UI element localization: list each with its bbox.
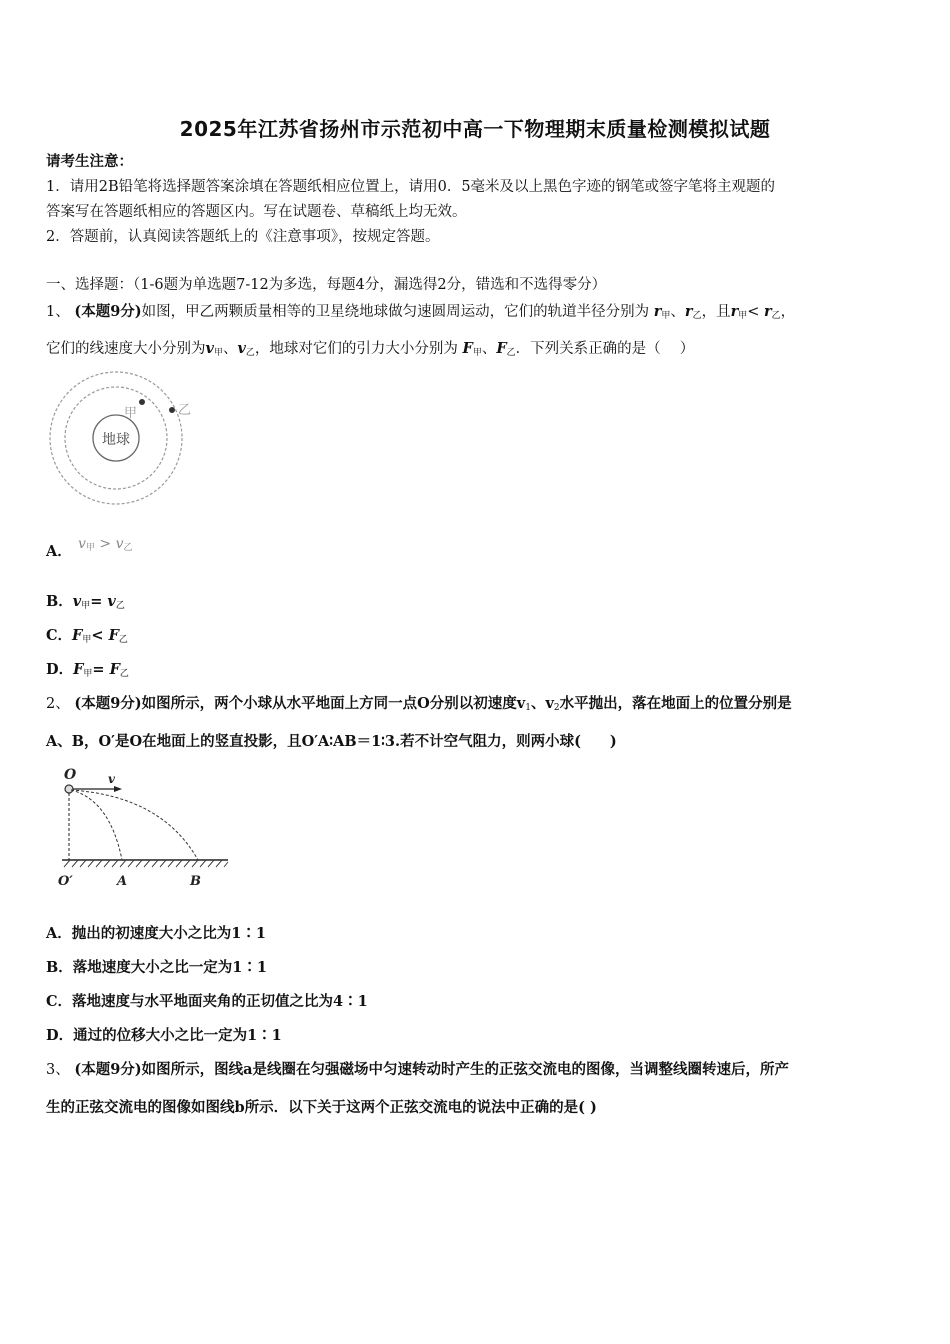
q1-c-sym-F: F <box>72 627 83 644</box>
q1-sym-v2: v <box>237 340 246 357</box>
q1-d-eq: = <box>92 661 110 678</box>
q1-c-lt: < <box>91 627 109 644</box>
q3-stem-line-1 <box>46 1060 789 1080</box>
q2-option-d: D．通过的位移大小之比一定为1∶1 <box>46 1027 282 1044</box>
q1-option-a <box>46 542 72 562</box>
q1-option-b-label: B． <box>46 593 73 610</box>
q1-d-sub-yi: 乙 <box>119 669 129 679</box>
q1-option-a-formula <box>78 534 133 558</box>
q2-number: 2、 <box>46 696 70 712</box>
q1-option-a-label: A． <box>46 543 72 560</box>
q1-number: 1、 <box>46 304 70 320</box>
q1-sub-jia: 甲 <box>661 311 671 321</box>
q1-b-eq: = <box>90 593 108 610</box>
q1-b-sub-jia: 甲 <box>81 601 91 611</box>
notice-line-1: 1．请用2B铅笔将选择题答案涂填在答题纸相应位置上，请用0．5毫米及以上黑色字迹的钢笔或签字笔将主观题的 <box>46 179 776 195</box>
q2-stem-text-1c: 水平抛出，落在地面上的位置分别是 <box>559 695 792 712</box>
q1-stem-text-2: 它们的线速度大小分别为 <box>46 341 206 357</box>
q1-option-c-label: C． <box>46 627 73 644</box>
earth-label: 地球 <box>102 432 130 448</box>
q1-sub-v-yi: 乙 <box>245 348 255 358</box>
q1-comma: ， <box>780 304 796 320</box>
trajectory-A <box>71 790 122 860</box>
q1-c-sub-jia: 甲 <box>82 635 92 645</box>
section-heading: 一、选择题：（1-6题为单选题7-12为多选，每题4分，漏选得2分，错选和不选得零分） <box>46 277 607 293</box>
q1-sep: 、 <box>670 304 685 320</box>
satellite-jia <box>139 399 145 405</box>
q1-orbit-figure <box>44 370 194 508</box>
q1-sub-jia2: 甲 <box>738 311 748 321</box>
q1-sub-v-jia: 甲 <box>213 348 223 358</box>
q1-sym-r: r <box>653 303 662 320</box>
q2-stem-text-1: 如图所示，两个小球从水平地面上方同一点O分别以初速度v <box>141 695 526 712</box>
q1-stem-line-1 <box>46 302 795 326</box>
q3-number: 3、 <box>46 1062 70 1078</box>
notice-line-3: 2．答题前，认真阅读答题纸上的《注意事项》，按规定答题。 <box>46 229 440 245</box>
point-O-label: O <box>64 767 77 783</box>
satellite-yi <box>169 407 175 413</box>
velocity-label: v <box>108 772 115 786</box>
q1-option-d-label: D． <box>46 661 74 678</box>
q2-option-c: C．落地速度与水平地面夹角的正切值之比为4∶1 <box>46 993 368 1010</box>
q2-meta: (本题9分) <box>74 695 142 712</box>
q2-stem-line-2: A、B，O′是O在地面上的竖直投影，且O′A∶AB＝1∶3.若不计空气阻力，则两小球( ) <box>46 733 617 750</box>
q1-b-sym-v: v <box>72 593 82 610</box>
q2-stem-line-1 <box>46 694 792 718</box>
q1-stem-line-2 <box>46 339 694 363</box>
q1-sub-yi: 乙 <box>692 311 702 321</box>
q2-sub-1: 1 <box>525 703 531 713</box>
point-A-label: A <box>117 874 128 889</box>
trajectory-B <box>71 790 198 860</box>
q2-sub-2: 2 <box>553 703 560 713</box>
point-B-label: B <box>190 874 201 889</box>
q2-option-b: B．落地速度大小之比一定为1∶1 <box>46 959 267 976</box>
q2-option-a: A．抛出的初速度大小之比为1∶1 <box>46 925 266 942</box>
q1-stem-text-2c: ．下列关系正确的是（ ） <box>515 341 695 357</box>
q1-sym-r3: r <box>730 303 739 320</box>
q1-stem-text-2b: ，地球对它们的引力大小分别为 <box>254 341 458 357</box>
q1-c-sub-yi: 乙 <box>118 635 128 645</box>
q1-and: ，且 <box>701 304 731 320</box>
q1-sym-r4: r <box>764 303 772 320</box>
q3-stem-line-2: 生的正弦交流电的图像如图线b所示．以下关于这两个正弦交流电的说法中正确的是( ) <box>46 1099 597 1116</box>
q1-sub-F-jia: 甲 <box>472 348 482 358</box>
q1-d-sym-F: F <box>73 661 84 678</box>
ball-icon <box>65 785 73 793</box>
q1-a-sym-v: v <box>78 536 86 552</box>
notice-line-2: 答案写在答题纸相应的答题区内。写在试题卷、草稿纸上均无效。 <box>46 204 467 220</box>
q1-c-sym-F2: F <box>108 627 119 644</box>
q1-a-gt: > <box>99 536 112 552</box>
q1-d-sub-jia: 甲 <box>83 669 93 679</box>
satellite-jia-label: 甲 <box>124 406 138 421</box>
arrow-head-icon <box>114 786 122 792</box>
page-title: 2025年江苏省扬州市示范初中高一下物理期末质量检测模拟试题 <box>179 117 771 141</box>
q1-option-d <box>46 660 129 684</box>
q1-sep-3: 、 <box>481 341 497 357</box>
q1-lt: < <box>747 304 764 320</box>
ground-hatching <box>64 860 228 867</box>
q2-projectile-figure <box>52 764 232 890</box>
q1-sym-v: v <box>205 340 214 357</box>
q1-sub-F-yi: 乙 <box>506 348 516 358</box>
notice-heading: 请考生注意： <box>46 153 133 170</box>
q1-sym-F: F <box>462 340 473 357</box>
q1-sub-yi2: 乙 <box>771 311 781 321</box>
q1-b-sub-yi: 乙 <box>115 601 125 611</box>
q1-b-sym-v2: v <box>107 593 116 610</box>
q1-a-sym-v2: v <box>115 536 124 552</box>
q1-sym-r2: r <box>684 303 693 320</box>
q1-meta: (本题9分) <box>74 303 142 320</box>
q1-d-sym-F2: F <box>109 661 120 678</box>
satellite-yi-label: 乙 <box>178 403 192 418</box>
q3-stem-text-1: 如图所示，图线a是线圈在匀强磁场中匀速转动时产生的正弦交流电的图像，当调整线圈转速后，所产 <box>141 1061 790 1078</box>
q1-a-sub-jia: 甲 <box>85 543 95 553</box>
q1-sym-F2: F <box>496 340 507 357</box>
point-O-prime-label: O′ <box>58 874 73 889</box>
q2-stem-text-1b: 、v <box>530 695 554 712</box>
q1-sep-2: 、 <box>222 341 238 357</box>
q1-stem-text-1: 如图，甲乙两颗质量相等的卫星绕地球做匀速圆周运动，它们的轨道半径分别为 <box>141 304 650 320</box>
q1-a-sub-yi: 乙 <box>123 543 133 553</box>
q1-option-b <box>46 592 125 616</box>
q1-option-c <box>46 626 128 650</box>
q3-meta: (本题9分) <box>74 1061 142 1078</box>
